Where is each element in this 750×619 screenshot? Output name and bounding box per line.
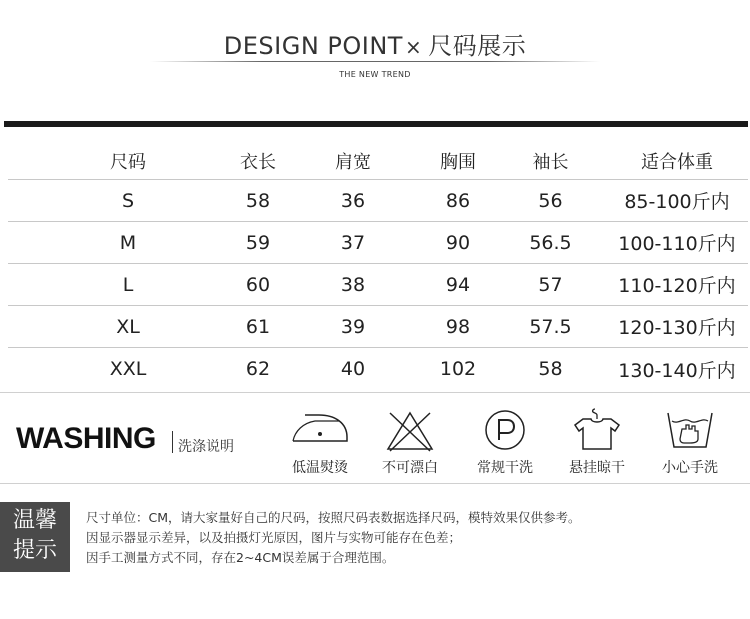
table-cell: 94 (445, 273, 471, 296)
table-cell: 62 (245, 358, 271, 380)
table-row (8, 222, 748, 264)
tips-text (86, 508, 581, 568)
title-separator: × (404, 35, 423, 59)
care-item-dry-clean (460, 403, 550, 483)
tips-badge-line2: 提示 (12, 538, 57, 563)
no-bleach-icon (384, 407, 436, 453)
table-cell: 90 (445, 231, 471, 254)
size-table (8, 142, 748, 390)
dry-clean-p-icon (482, 407, 528, 453)
table-cell: 56.5 (529, 231, 572, 254)
tips-line: 因手工测量方式不同，存在2~4CM误差属于合理范围。 (86, 550, 395, 565)
care-label: 常规干洗 (477, 460, 533, 476)
column-header: 衣长 (240, 151, 276, 173)
table-cell: S (121, 189, 135, 212)
table-cell: 100-110斤内 (618, 233, 736, 255)
care-item-hang-dry (552, 403, 642, 483)
table-cell: XL (116, 315, 140, 338)
table-row (8, 306, 748, 348)
page-subtitle: THE NEW TREND (339, 70, 411, 79)
table-cell: 58 (245, 189, 271, 212)
washing-separator (172, 431, 173, 453)
column-header: 尺码 (110, 151, 146, 173)
table-cell: 37 (340, 231, 366, 254)
table-row (8, 348, 748, 390)
hand-wash-icon (664, 407, 716, 453)
column-header: 肩宽 (335, 151, 371, 173)
table-cell: 56 (538, 189, 563, 212)
table-cell: 110-120斤内 (618, 275, 736, 297)
iron-icon (289, 407, 351, 447)
tips-section (0, 502, 750, 572)
table-cell: 57.5 (529, 315, 572, 338)
title-en: DESIGN POINT (223, 32, 403, 60)
washing-section (0, 392, 750, 484)
table-cell: 59 (245, 231, 271, 254)
table-cell: 85-100斤内 (624, 191, 730, 213)
care-item-hand-wash (645, 403, 735, 483)
care-item-iron (275, 403, 365, 483)
table-cell: L (122, 273, 134, 296)
table-row (8, 180, 748, 222)
tips-badge (0, 502, 70, 572)
table-cell: 58 (538, 358, 563, 380)
table-cell: 60 (245, 273, 271, 296)
table-cell: 86 (445, 189, 471, 212)
table-header-row (8, 142, 748, 180)
table-cell: 130-140斤内 (618, 359, 736, 382)
table-cell: M (119, 231, 137, 254)
table-row (8, 264, 748, 306)
washing-title: WASHING (16, 422, 156, 455)
column-header: 适合体重 (641, 151, 713, 173)
care-label: 小心手洗 (662, 460, 718, 476)
washing-subtitle: 洗涤说明 (178, 439, 234, 455)
table-cell: 120-130斤内 (618, 317, 736, 339)
tips-line: 因显示器显示差异，以及拍摄灯光原因，图片与实物可能存在色差； (86, 530, 462, 545)
table-cell: 39 (340, 315, 366, 338)
care-label: 不可漂白 (382, 460, 438, 476)
table-cell: 38 (340, 273, 366, 296)
table-cell: 57 (538, 273, 563, 296)
table-cell: XXL (109, 358, 147, 380)
title-underline (150, 61, 600, 62)
column-header: 袖长 (532, 151, 569, 173)
hang-dry-icon (571, 407, 623, 453)
care-label: 悬挂晾干 (569, 460, 625, 476)
care-item-no-bleach (365, 403, 455, 483)
table-cell: 98 (445, 315, 471, 338)
section-divider-bar (4, 121, 748, 127)
title-cn: 尺码展示 (428, 32, 527, 60)
table-cell: 36 (340, 189, 366, 212)
table-cell: 61 (245, 315, 271, 338)
care-label: 低温熨烫 (292, 460, 348, 476)
header (0, 0, 750, 120)
table-cell: 102 (439, 358, 477, 380)
tips-line: 尺寸单位：CM，请大家量好自己的尺码，按照尺码表数据选择尺码，模特效果仅供参考。 (86, 510, 581, 525)
column-header: 胸围 (440, 151, 476, 173)
page-title (0, 26, 750, 61)
tips-badge-line1: 温馨 (12, 508, 57, 533)
table-cell: 40 (340, 358, 366, 380)
